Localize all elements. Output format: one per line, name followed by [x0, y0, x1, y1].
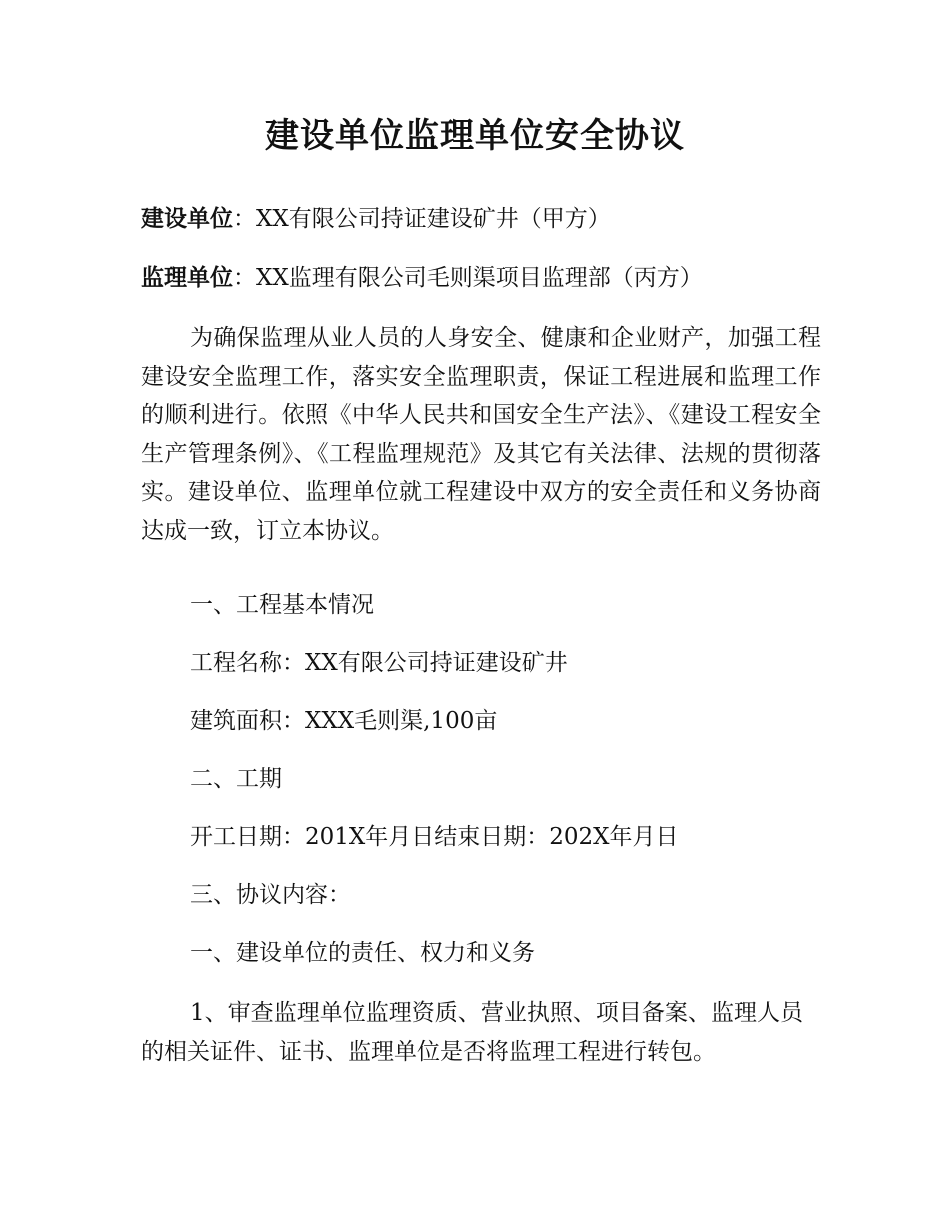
party-separator: ：	[233, 265, 256, 291]
dates-line: 开工日期：201X年月日结束日期：202X年月日	[190, 824, 679, 850]
party-value: XX有限公司持证建设矿井（甲方）	[256, 206, 611, 232]
party-label: 监理单位	[141, 264, 233, 291]
building-area-line: 建筑面积：XXX毛则渠,100亩	[190, 708, 498, 734]
project-name-line: 工程名称：XX有限公司持证建设矿井	[190, 650, 568, 676]
section-heading-schedule: 二、工期	[190, 766, 282, 792]
party-label: 建设单位	[141, 205, 233, 232]
party-value: XX监理有限公司毛则渠项目监理部（丙方）	[256, 265, 703, 291]
party-construction-unit	[141, 203, 611, 235]
section-heading-basic-info: 一、工程基本情况	[190, 592, 374, 618]
intro-paragraph: 为确保监理从业人员的人身安全、健康和企业财产，加强工程建设安全监理工作，落实安全监理职责，保证工程进展和监理工作的顺利进行。依照《中华人民共和国安全生产法》、《建设工程安全生产管理条例》、《工程监理规范》及其它有关法律、法规的贯彻落实。建设单位、监理单位就工程建设中双方的安全责任和义务协商达成一致，订立本协议。	[141, 325, 821, 544]
subsection-heading-responsibilities: 一、建设单位的责任、权力和义务	[190, 940, 535, 966]
section-heading-agreement: 三、协议内容：	[190, 882, 351, 908]
list-item: 1、审查监理单位监理资质、营业执照、项目备案、监理人员的相关证件、证书、监理单位是否将监理工程进行转包。	[141, 1000, 803, 1065]
document-title: 建设单位监理单位安全协议	[265, 116, 685, 156]
party-separator: ：	[233, 206, 256, 232]
party-supervision-unit	[141, 262, 703, 294]
